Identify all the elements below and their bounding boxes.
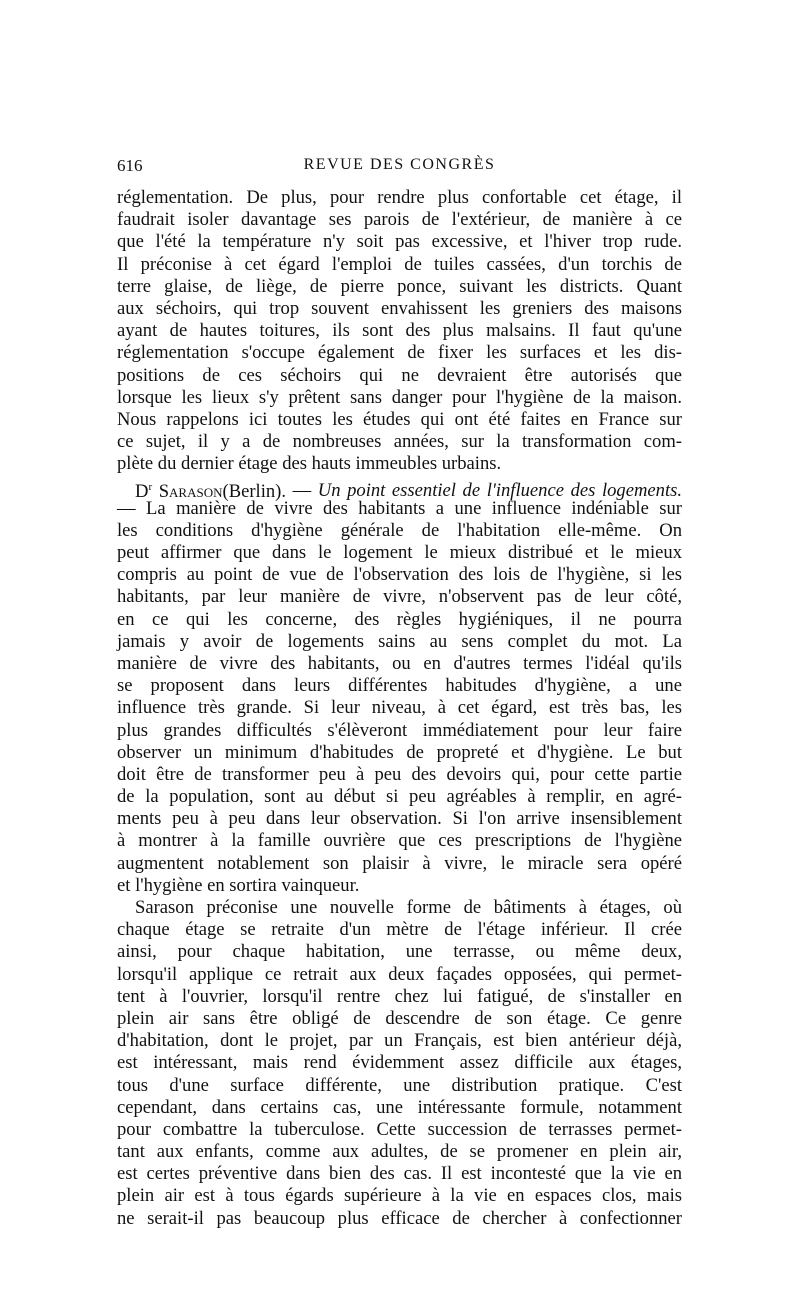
text-line: se proposent dans leurs différentes habitudes d'hygiène, a une <box>117 675 682 697</box>
text-line: Nous rappelons ici toutes les études qui ont été faites en France sur <box>117 408 682 430</box>
text-line: peut affirmer que dans le logement le mieux distribué et le mieux <box>117 542 682 563</box>
text-line: augmentent notablement son plaisir à vivre, le miracle sera opéré <box>117 852 682 874</box>
text-line: ments peu à peu dans leur observation. Si l'on arrive insensiblement <box>117 808 682 830</box>
text-line: terre glaise, de liège, de pierre ponce, suivant les districts. Quant <box>117 275 682 297</box>
text-line: faudrait isoler davantage ses parois de l'extérieur, de manière à ce <box>117 209 682 231</box>
text-line: observer un minimum d'habitudes de propreté et d'hygiène. Le but <box>117 741 682 763</box>
text-line: ce sujet, il y a de nombreuses années, sur la transformation com- <box>117 431 682 453</box>
author-city: (Berlin). <box>222 480 287 502</box>
text-line: réglementation. De plus, pour rendre plus confortable cet étage, il <box>117 187 682 208</box>
text-line: compris au point de vue de l'observation des lois de l'hygiène, si les <box>117 564 682 586</box>
text-line: Il préconise à cet égard l'emploi de tuiles cassées, d'un torchis de <box>117 253 682 275</box>
text-line: de la population, sont au début si peu agréables à remplir, en agré- <box>117 786 682 808</box>
text-line: influence très grande. Si leur niveau, à cet égard, est très bas, les <box>117 697 682 719</box>
text-line: tent à l'ouvrier, lorsqu'il rentre chez lui fatigué, de s'installer en <box>117 985 682 1007</box>
text-line: doit être de transformer peu à peu des devoirs qui, pour cette partie <box>117 763 682 785</box>
text-line: aux séchoirs, qui trop souvent envahissent les greniers des maisons <box>117 297 682 319</box>
text-line: est intéressant, mais rend évidemment assez difficile aux étages, <box>117 1052 682 1074</box>
text-line: et l'hygiène en sortira vainqueur. <box>117 874 360 896</box>
text-line: d'habitation, dont le projet, par un Français, est bien antérieur déjà, <box>117 1030 682 1052</box>
text-line: ayant de hautes toitures, ils sont des plus malsains. Il faut qu'une <box>117 320 682 342</box>
text-line: cependant, dans certains cas, une intéressante formule, notamment <box>117 1096 682 1118</box>
text-line: ainsi, pour chaque habitation, une terrasse, ou même deux, <box>117 941 682 963</box>
text-line: plète du dernier étage des hauts immeubles urbains. <box>117 453 502 475</box>
text-line: Sarason préconise une nouvelle forme de bâtiments à étages, où <box>135 897 682 918</box>
sarason-title: $D^r$ Sarason(Berlin). <box>135 480 287 502</box>
page-number: 616 <box>117 156 143 175</box>
page-header <box>117 156 682 178</box>
text-line: chaque étage se retraite d'un mètre de l'étage inférieur. Il crée <box>117 919 682 941</box>
text-line: lorsqu'il applique ce retrait aux deux façades opposées, qui permet- <box>117 963 682 985</box>
text-line: manière de vivre des habitants, ou en d'autres termes l'idéal qu'ils <box>117 652 682 674</box>
text-line: ne serait-il pas beaucoup plus efficace de chercher à confectionner <box>117 1207 682 1229</box>
section-subject: Un point essentiel de l'influence des logements. <box>317 480 682 502</box>
sarason-heading-line: $D^r$ Sarason(Berlin). — Un point essentiel de l'influence des logements. <box>135 480 682 502</box>
text-line: est certes préventive dans bien des cas. Il est incontesté que la vie en <box>117 1163 682 1185</box>
body-text <box>117 187 682 1230</box>
text-line: pour combattre la tuberculose. Cette succession de terrasses permet- <box>117 1118 682 1140</box>
text-line: à montrer à la famille ouvrière que ces prescriptions de l'hygiène <box>117 830 682 852</box>
text-line: habitants, par leur manière de vivre, n'observent pas de leur côté, <box>117 586 682 608</box>
text-line: tous d'une surface différente, une distribution pratique. C'est <box>117 1074 682 1096</box>
text-line: — La manière de vivre des habitants a une influence indéniable sur <box>117 497 682 519</box>
running-title: REVUE DES CONGRÈS <box>303 156 496 173</box>
text-line: tant aux enfants, comme aux adultes, de se promener en plein air, <box>117 1141 682 1163</box>
text-line: plein air sans être obligé de descendre de son étage. Ce genre <box>117 1007 682 1029</box>
text-line: en ce qui les concerne, des règles hygiéniques, il ne pourra <box>117 608 682 630</box>
text-line: plein air est à tous égards supérieure à la vie en espaces clos, mais <box>117 1185 682 1207</box>
text-line: jamais y avoir de logements sains au sens complet du mot. La <box>117 630 682 652</box>
text-line: plus grandes difficultés s'élèveront immédiatement pour leur faire <box>117 719 682 741</box>
text-line: réglementation s'occupe également de fixer les surfaces et les dis- <box>117 342 682 364</box>
text-line: lorsque les lieux s'y prêtent sans danger pour l'hygiène de la maison. <box>117 386 682 408</box>
text-line: que l'été la température n'y soit pas excessive, et l'hiver trop rude. <box>117 231 682 253</box>
author-name: Sarason <box>158 480 223 502</box>
text-line: positions de ces séchoirs qui ne devraient être autorisés que <box>117 364 682 386</box>
text-line: les conditions d'hygiène générale de l'habitation elle-même. On <box>117 519 682 541</box>
